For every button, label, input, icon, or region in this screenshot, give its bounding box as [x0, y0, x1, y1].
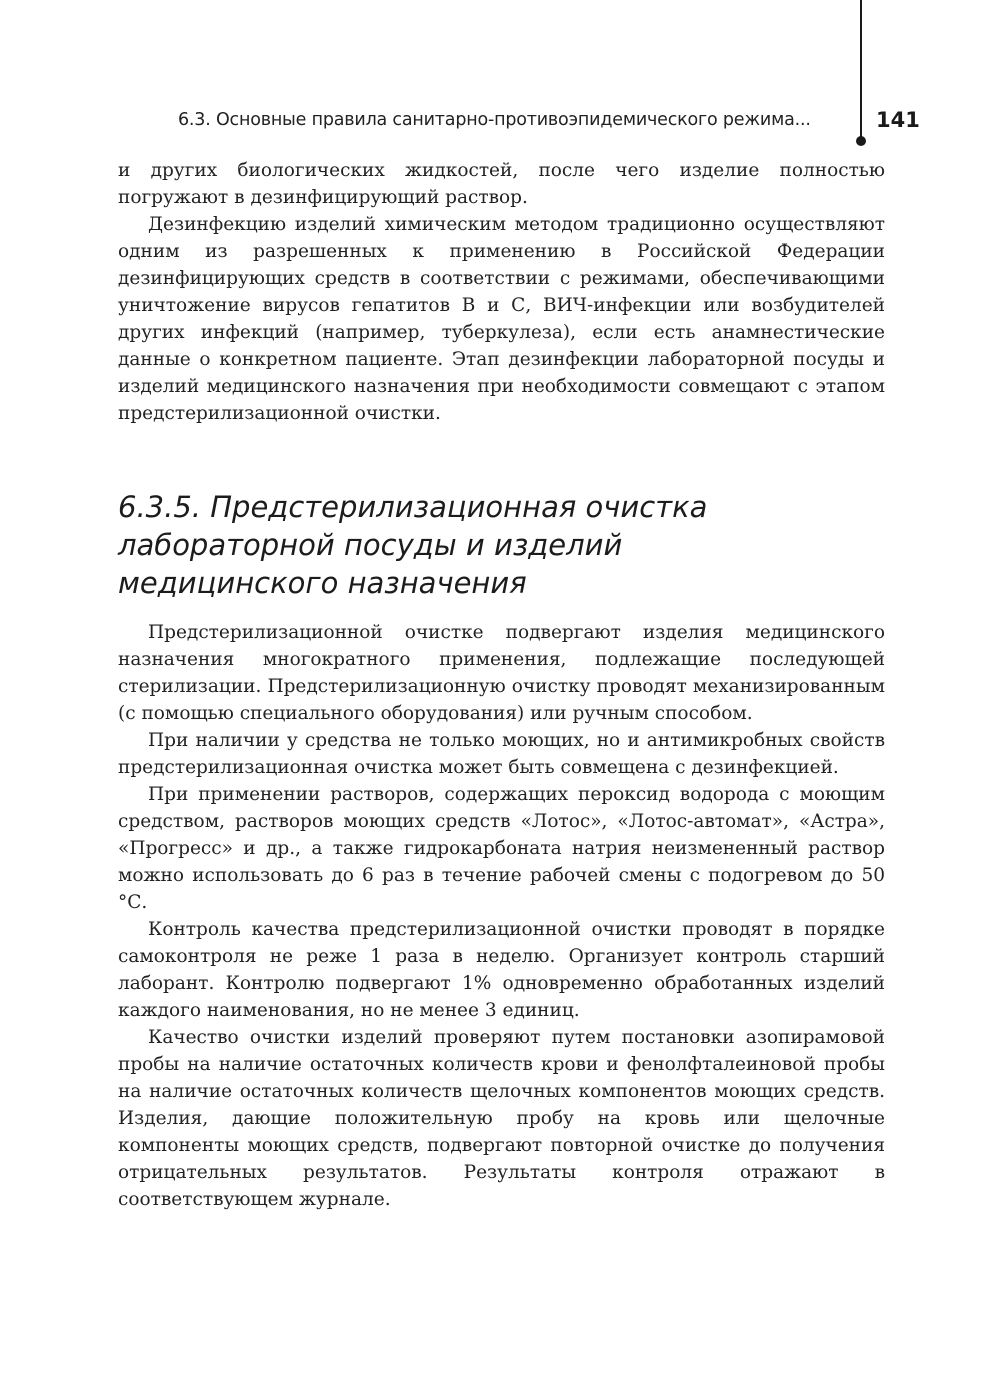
paragraph: Контроль качества предстерилизационной очистки проводят в порядке самоконтроля не реже 1 раза в неделю. Организует контроль старший лаборант. Контролю подвергают 1% одновременно обработанных изделий каждого наименования, но не менее 3 единиц.: [118, 919, 885, 1021]
section-heading-line: медицинского назначения: [118, 566, 527, 600]
header-vertical-rule: [860, 0, 862, 140]
section-text-block: [118, 619, 885, 1213]
section-heading-line: лабораторной посуды и изделий: [118, 528, 623, 562]
paragraph-continuation: и других биологических жидкостей, после чего изделие полностью погружают в дезинфицирующий раствор.: [118, 160, 885, 208]
paragraph: При применении растворов, содержащих пероксид водорода с моющим средством, растворов моющих средств «Лотос», «Лотос-автомат», «Астра», «Прогресс» и др., а также гидрокарбоната натрия неизмененный раствор можно использовать до 6 раз в течение рабочей смены с подогревом до 50 °С.: [118, 784, 885, 913]
paragraph: При наличии у средства не только моющих, но и антимикробных свойств предстерилизационная очистка может быть совмещена с дезинфекцией.: [118, 730, 885, 778]
paragraph: Качество очистки изделий проверяют путем постановки азопирамовой пробы на наличие остаточных количеств крови и фенолфталеиновой пробы на наличие остаточных количеств щелочных компонентов моющих средств. Изделия, дающие положительную пробу на кровь или щелочные компоненты моющих средств, подвергают повторной очистке до получения отрицательных результатов. Результаты контроля отражают в соответствующем журнале.: [118, 1027, 885, 1210]
top-text-block: [118, 157, 885, 427]
running-title: 6.3. Основные правила санитарно-противоэпидемического режима...: [178, 110, 811, 130]
section-heading: [118, 488, 885, 602]
page-number: 141: [876, 108, 920, 132]
paragraph-disinfection: Дезинфекцию изделий химическим методом традиционно осуществляют одним из разрешенных к применению в Российской Федерации дезинфицирующих средств в соответствии с режимами, обеспечивающими уничтожение вирусов гепатитов В и С, ВИЧ-инфекции или возбудителей других инфекций (например, туберкулеза), если есть анамнестические данные о конкретном пациенте. Этап дезинфекции лабораторной посуды и изделий медицинского назначения при необходимости совмещают с этапом предстерилизационной очистки.: [118, 214, 885, 424]
paragraph: Предстерилизационной очистке подвергают изделия медицинского назначения многократного применения, подлежащие последующей стерилизации. Предстерилизационную очистку проводят механизированным (с помощью специального оборудования) или ручным способом.: [118, 622, 885, 724]
header-rule-dot: [856, 136, 866, 146]
section-heading-line: 6.3.5. Предстерилизационная очистка: [118, 490, 708, 524]
